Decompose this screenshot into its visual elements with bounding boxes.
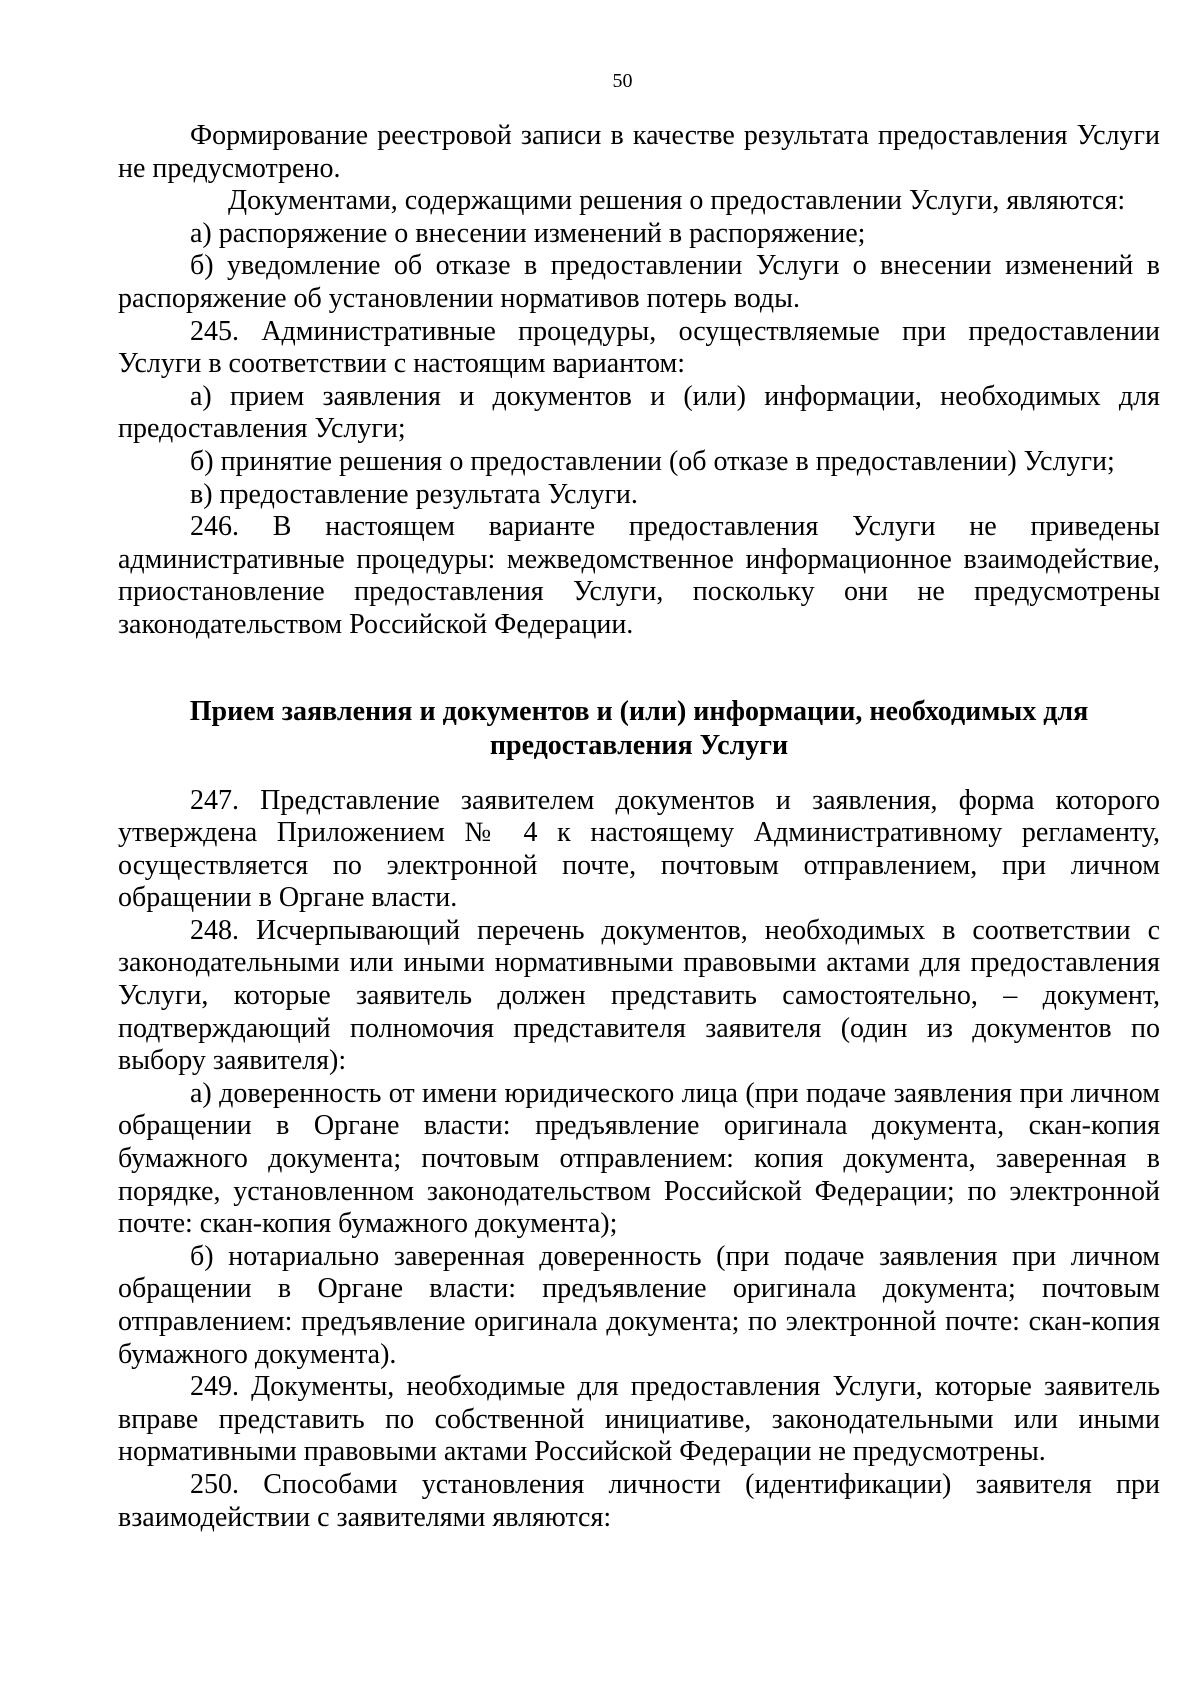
spacer	[118, 763, 1160, 785]
paragraph-decision-documents: Документами, содержащими решения о предоставлении Услуги, являются:	[228, 185, 1126, 217]
list-item-248-b: б) нотариально заверенная доверенность (при подаче заявления при личном обращении в Органе власти: предъявление оригинала документа; почтовым отправлением: предъявление оригинала документа; по электронной почте: скан-копия бумажного документа).	[118, 1240, 1160, 1370]
document-body	[118, 120, 1160, 1534]
list-item-248-a: а) доверенность от имени юридического лица (при подаче заявления при личном обращении в Органе власти: предъявление оригинала документа, скан-копия бумажного документа; почтовым отправлением: копия документа, заверенная в порядке, установленном законодательством Российской Федерации; по электронной почте: скан-копия бумажного документа);	[118, 1077, 1160, 1240]
paragraph-248: 248. Исчерпывающий перечень документов, необходимых в соответствии с законодательными или иными нормативными правовыми актами для предоставления Услуги, которые заявитель должен представить самостоятельно, – документ, подтверждающий полномочия представителя заявителя (один из документов по выбору заявителя):	[118, 914, 1160, 1077]
spacer	[118, 642, 1160, 695]
list-item-245-b: б) принятие решения о предоставлении (об отказе в предоставлении) Услуги;	[190, 445, 1115, 477]
paragraph-249: 249. Документы, необходимые для предоставления Услуги, которые заявитель вправе представить по собственной инициативе, законодательными или иными нормативными правовыми актами Российской Федерации не предусмотрены.	[118, 1371, 1160, 1468]
list-item-245-a: а) прием заявления и документов и (или) информации, необходимых для предоставления Услуги;	[118, 380, 1160, 445]
list-item-a-order: а) распоряжение о внесении изменений в распоряжение;	[190, 217, 866, 249]
paragraph-247: 247. Представление заявителем документов и заявления, форма которого утверждена Приложением № 4 к настоящему Административному регламенту, осуществляется по электронной почте, почтовым отправлением, при личном обращении в Органе власти.	[118, 784, 1160, 914]
section-heading: Прием заявления и документов и (или) информации, необходимых для предоставления Услуги	[189, 695, 1089, 761]
page-number: 50	[612, 70, 633, 92]
paragraph-registry-record: Формирование реестровой записи в качестве результата предоставления Услуги не предусмотрено.	[118, 120, 1160, 184]
paragraph-246: 246. В настоящем варианте предоставления Услуги не приведены административные процедуры: межведомственное информационное взаимодействие, приостановление предоставления Услуги, поскольку они не предусмотрены законодательством Российской Федерации.	[118, 511, 1160, 640]
paragraph-245: 245. Административные процедуры, осуществляемые при предоставлении Услуги в соответствии с настоящим вариантом:	[118, 315, 1160, 380]
list-item-245-c: в) предоставление результата Услуги.	[190, 478, 638, 510]
list-item-b-refusal-notice: б) уведомление об отказе в предоставлении Услуги о внесении изменений в распоряжение об установлении нормативов потерь воды.	[118, 250, 1160, 314]
paragraph-250: 250. Способами установления личности (идентификации) заявителя при взаимодействии с заявителями являются:	[118, 1468, 1160, 1533]
